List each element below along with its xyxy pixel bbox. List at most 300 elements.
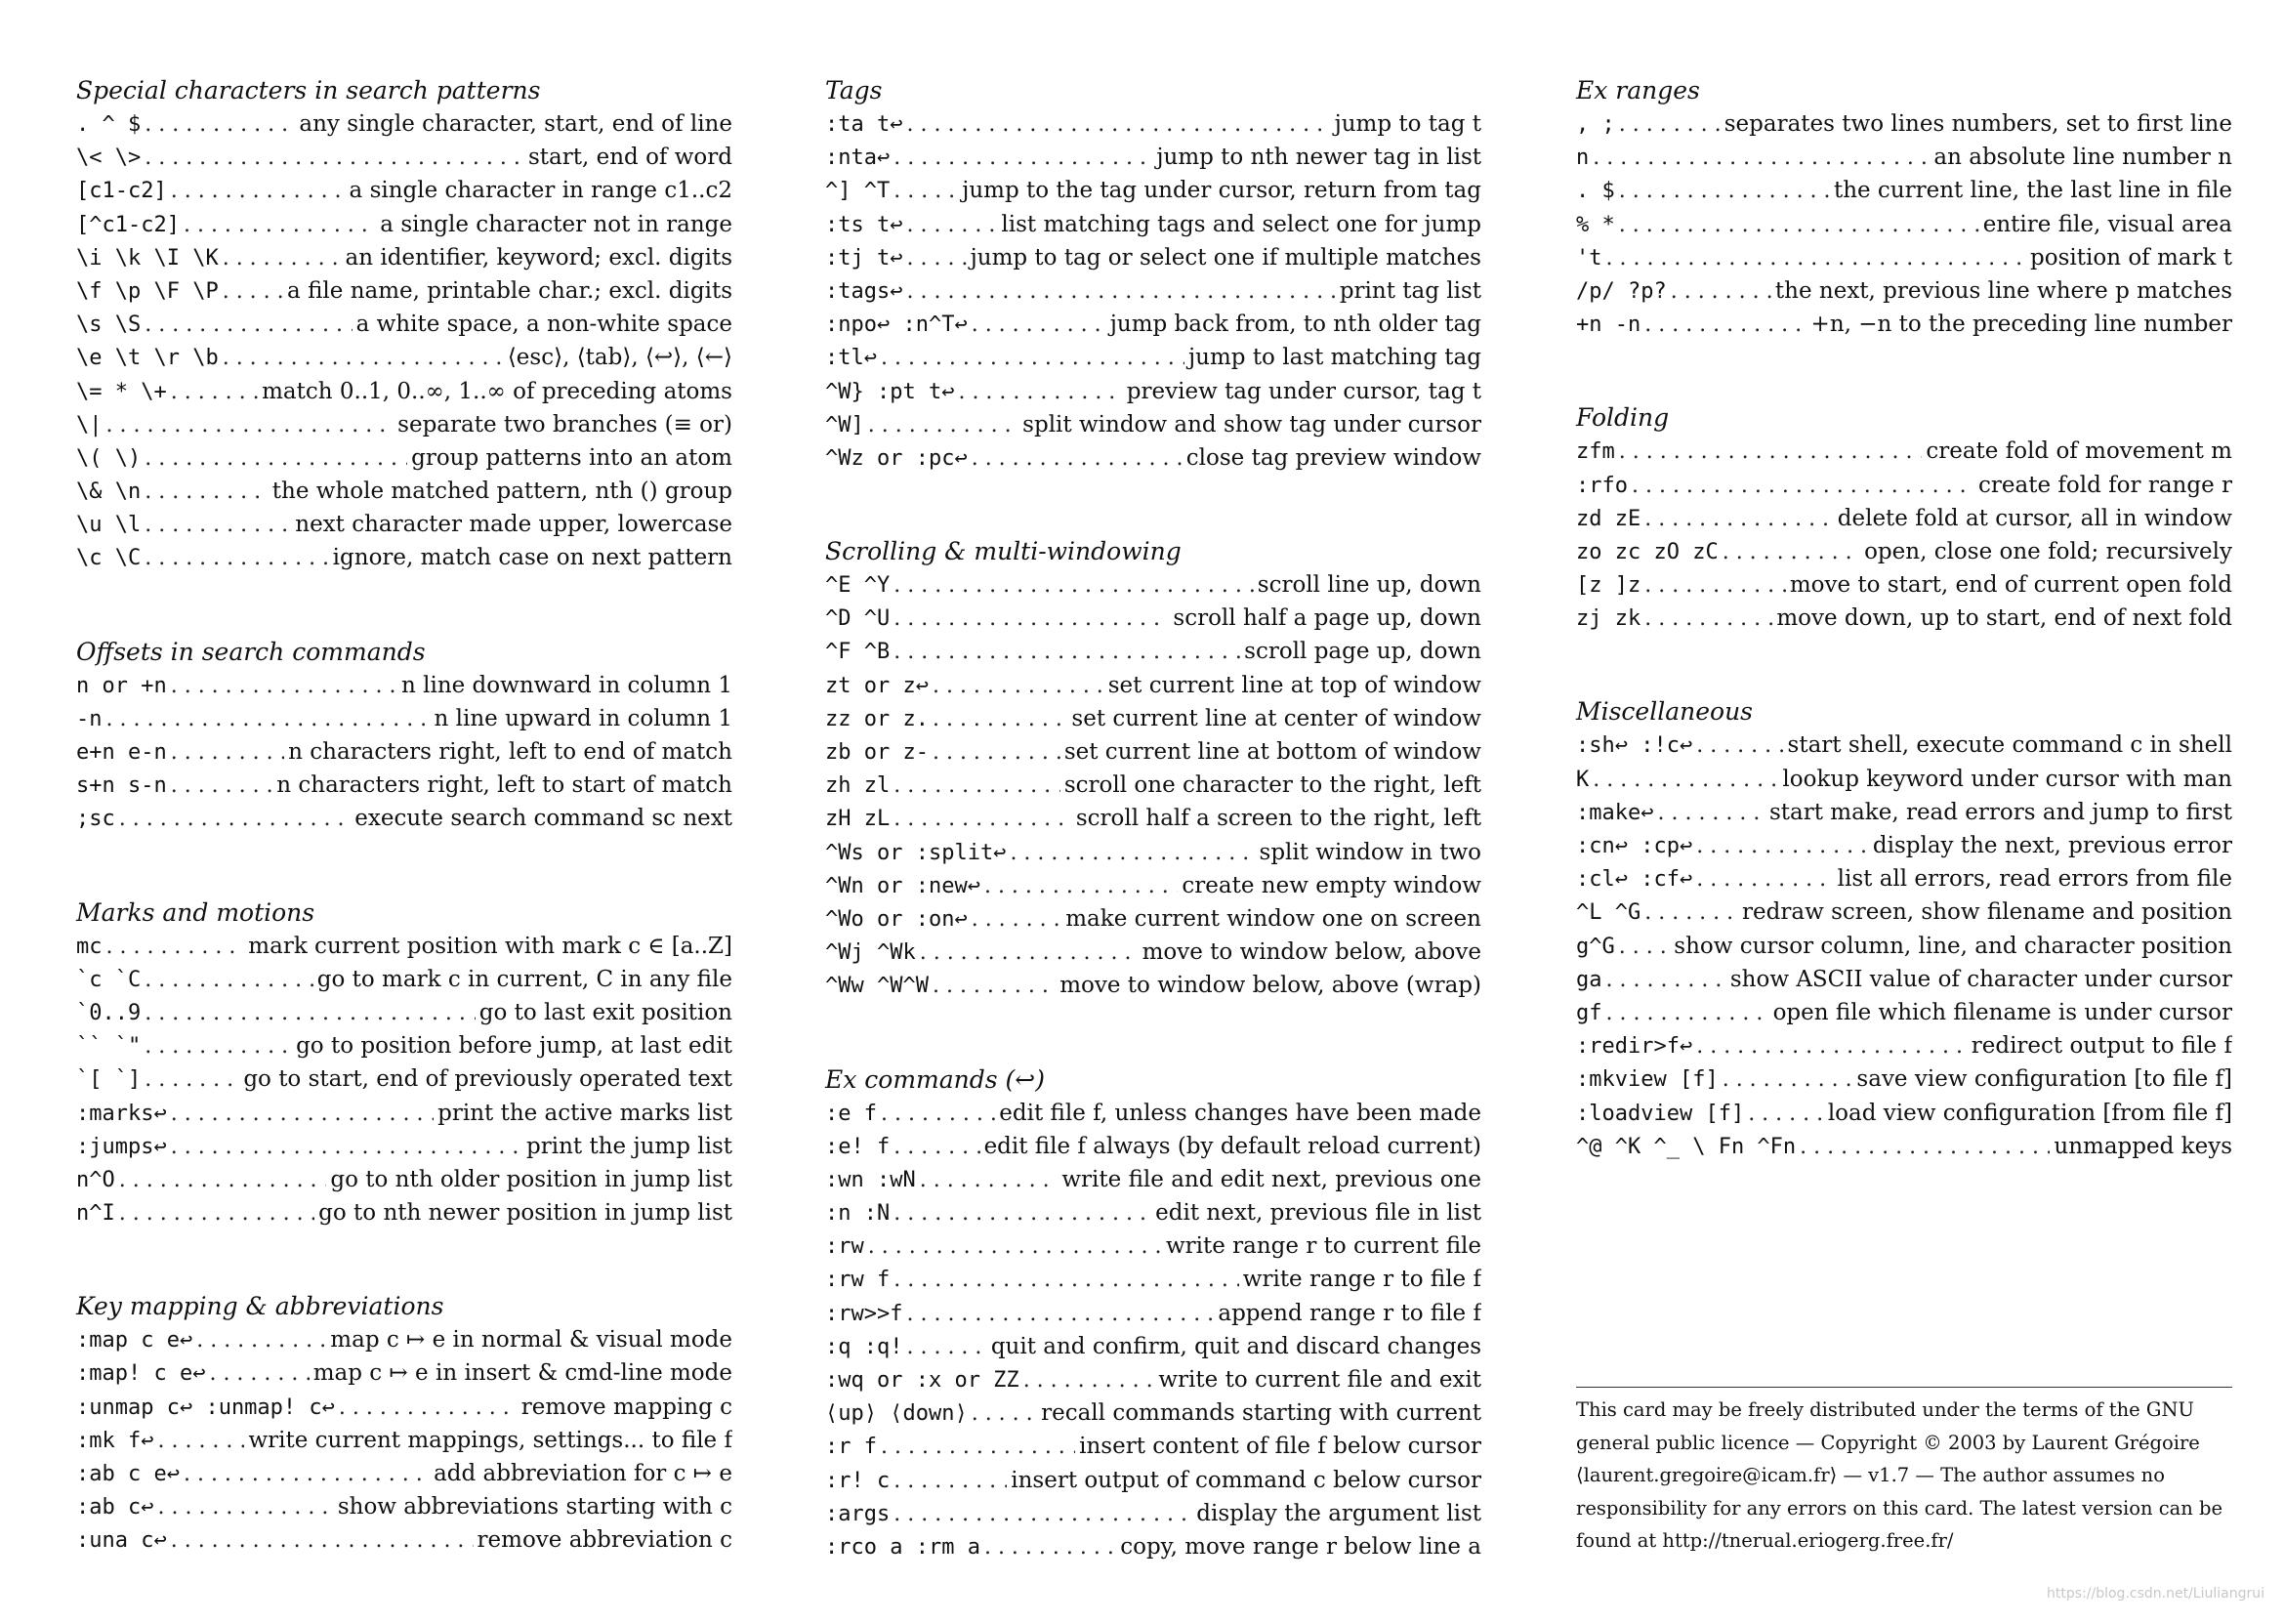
dot-leader <box>184 209 376 241</box>
command-entry <box>825 1163 1481 1196</box>
command-key: :mk f↩ <box>76 1428 154 1453</box>
section-title: Key mapping & abbreviations <box>76 1292 444 1321</box>
dot-leader <box>1671 275 1771 308</box>
dot-leader <box>1619 209 1979 241</box>
command-description: ⟨esc⟩, ⟨tab⟩, ⟨↩⟩, ⟨←⟩ <box>507 345 732 371</box>
command-description: separate two branches (≡ or) <box>397 411 732 437</box>
section <box>76 1290 732 1557</box>
command-entry <box>1576 1029 2232 1062</box>
command-key: :marks↩ <box>76 1101 167 1126</box>
command-description: go to mark c in current, C in any file <box>316 966 732 992</box>
command-key: n <box>1576 146 1590 171</box>
command-entry <box>76 308 732 341</box>
command-description: display the next, previous error <box>1872 833 2232 858</box>
command-entry <box>825 1497 1481 1530</box>
command-key: ^D ^U <box>825 606 891 632</box>
command-key: :rco a :rm a <box>825 1534 980 1560</box>
command-entry <box>825 1097 1481 1130</box>
command-key: :cl↩ :cf↩ <box>1576 867 1693 893</box>
command-entry <box>76 963 732 996</box>
dot-leader <box>920 1164 1059 1196</box>
command-key: :ta t↩ <box>825 112 903 137</box>
dot-leader <box>972 309 1106 341</box>
command-entry <box>825 1196 1481 1229</box>
command-key: \i \k \I \K <box>76 245 219 271</box>
command-description: display the argument list <box>1196 1500 1481 1526</box>
command-key: K <box>1576 767 1590 792</box>
command-description: redraw screen, show filename and position <box>1742 899 2232 926</box>
command-description: create new empty window <box>1182 872 1481 898</box>
command-description: the next, previous line where p matches <box>1774 277 2232 304</box>
command-entry <box>1576 435 2232 468</box>
command-description: edit file f always (by default reload current) <box>983 1133 1481 1159</box>
command-entry <box>76 1523 732 1557</box>
section-title: Ex commands (↩) <box>825 1064 1045 1094</box>
dot-leader <box>119 1164 327 1196</box>
command-description: a white space, a non-white space <box>355 312 732 338</box>
command-entry <box>1576 862 2232 895</box>
command-entry <box>76 174 732 207</box>
command-description: save view configuration [to file f] <box>1856 1066 2232 1093</box>
command-entry <box>1576 796 2232 829</box>
command-description: move to window below, above <box>1142 939 1481 966</box>
command-entry <box>825 702 1481 735</box>
section-title: Tags <box>825 76 883 104</box>
command-entry <box>825 107 1481 141</box>
command-key: ^Ww ^W^W <box>825 974 929 999</box>
dot-leader <box>171 770 273 802</box>
command-entry <box>76 341 732 374</box>
command-description: map c ↦ e in normal & visual mode <box>330 1327 732 1353</box>
license-footer <box>1576 1387 2232 1558</box>
command-description: make current window one on screen <box>1065 905 1481 932</box>
command-entry <box>1576 107 2232 141</box>
command-key: \u \l <box>76 513 142 538</box>
dot-leader <box>958 376 1122 408</box>
command-entry <box>76 1196 732 1229</box>
command-key: :mkview [f] <box>1576 1067 1719 1093</box>
dot-leader <box>1657 797 1765 829</box>
dot-leader <box>893 1264 1239 1296</box>
command-key: :map! c e↩ <box>76 1361 206 1387</box>
command-description: +n, −n to the preceding line number <box>1810 312 2232 338</box>
dot-leader <box>106 931 245 963</box>
command-key: zt or z↩ <box>825 673 929 698</box>
command-entry <box>76 274 732 308</box>
command-description: n characters right, left to start of match <box>276 772 732 799</box>
command-description: n line downward in column 1 <box>400 672 732 698</box>
command-key: g^G <box>1576 934 1615 959</box>
command-entry <box>825 1297 1481 1330</box>
dot-leader <box>1748 1098 1824 1130</box>
command-description: open, close one fold; recursively <box>1864 538 2232 564</box>
dot-leader <box>145 1030 292 1062</box>
command-description: an absolute line number n <box>1933 145 2232 171</box>
command-key: :sh↩ :!c↩ <box>1576 733 1693 759</box>
command-entry <box>825 1396 1481 1430</box>
dot-leader <box>1644 569 1786 602</box>
command-entry <box>1576 274 2232 308</box>
section <box>825 74 1481 475</box>
command-key: ^Ws or :split↩ <box>825 840 1007 865</box>
command-entry <box>1576 602 2232 635</box>
command-key: gf <box>1576 1000 1602 1025</box>
command-key: :tj t↩ <box>825 245 903 271</box>
command-key: \( \) <box>76 445 142 471</box>
column-2 <box>825 74 1481 1624</box>
dot-leader <box>171 1098 434 1130</box>
command-description: delete fold at cursor, all in window <box>1837 505 2232 531</box>
dot-leader <box>984 1531 1116 1563</box>
command-entry <box>825 902 1481 936</box>
command-key: :tags↩ <box>825 278 903 304</box>
command-description: show abbreviations starting with c <box>337 1494 732 1520</box>
dot-leader <box>1632 470 1974 502</box>
dot-leader <box>1606 997 1769 1029</box>
command-description: a single character in range c1..c2 <box>349 178 732 204</box>
command-key: :ab c↩ <box>76 1495 154 1520</box>
section-title: Miscellaneous <box>1576 697 1753 727</box>
command-key: [c1-c2] <box>76 179 167 204</box>
command-description: jump to tag t <box>1334 111 1481 137</box>
dot-leader <box>906 242 966 274</box>
dot-leader <box>984 870 1178 902</box>
command-entry <box>825 1263 1481 1296</box>
dot-leader <box>1696 830 1869 862</box>
section <box>1576 695 2232 1162</box>
dot-leader <box>906 108 1330 141</box>
command-description: split window in two <box>1259 839 1481 865</box>
dot-leader <box>184 1458 430 1490</box>
command-entry <box>1576 241 2232 274</box>
dot-leader <box>868 1230 1162 1263</box>
dot-leader <box>906 1331 986 1363</box>
dot-leader <box>893 569 1254 602</box>
command-key: zb or z- <box>825 740 929 765</box>
dot-leader <box>893 803 1072 835</box>
dot-leader <box>933 736 1060 769</box>
command-description: match 0..1, 0..∞, 1..∞ of preceding atoms <box>262 378 732 404</box>
dot-leader <box>145 1063 239 1096</box>
command-entry <box>825 602 1481 635</box>
command-key: :e f <box>825 1101 877 1126</box>
command-key: ^@ ^K ^_ \ Fn ^Fn <box>1576 1134 1797 1159</box>
dot-leader <box>145 442 407 475</box>
dot-leader <box>145 542 328 574</box>
command-entry <box>76 141 732 174</box>
command-entry <box>825 1130 1481 1163</box>
command-key: ^E ^Y <box>825 573 891 599</box>
command-entry <box>76 996 732 1029</box>
command-key: ^Wn or :new↩ <box>825 873 980 898</box>
command-description: group patterns into an atom <box>411 444 732 471</box>
command-key: :jumps↩ <box>76 1134 167 1159</box>
command-entry <box>76 1029 732 1062</box>
command-description: insert content of file f below cursor <box>1079 1434 1481 1460</box>
footer-text: This card may be freely distributed under the terms of the GNU general public licence — Copyright © 2003 by Laurent Grégoire ⟨laurent.gregoire@icam.fr⟩ — v1.7 — The author assumes no responsibility for any errors on this card. The latest version can be found at http://tnerual.eriogerg.free.fr/ <box>1576 1398 2223 1552</box>
command-entry <box>825 735 1481 769</box>
command-entry <box>1576 469 2232 502</box>
command-key: mc <box>76 934 103 959</box>
command-description: start make, read errors and jump to first <box>1768 799 2232 825</box>
command-key: :n :N <box>825 1201 891 1227</box>
command-description: the whole matched pattern, nth () group <box>271 479 732 505</box>
command-entry <box>1576 1130 2232 1163</box>
command-key: n^O <box>76 1167 115 1192</box>
command-key: :wq or :x or ZZ <box>825 1368 1019 1393</box>
command-entry <box>76 1130 732 1163</box>
section-title: Folding <box>1576 403 1670 433</box>
command-entry <box>1576 174 2232 207</box>
dot-leader <box>1606 242 2027 274</box>
dot-leader <box>868 409 1018 441</box>
dot-leader <box>106 409 395 441</box>
command-description: a file name, printable char.; excl. digits <box>287 277 732 304</box>
command-entry <box>825 936 1481 969</box>
dot-leader <box>145 964 313 996</box>
command-description: write to current file and exit <box>1158 1367 1481 1393</box>
command-entry <box>76 1097 732 1130</box>
dot-leader <box>893 142 1152 174</box>
command-description: go to last exit position <box>478 999 732 1025</box>
command-entry <box>76 930 732 963</box>
command-key: :ts t↩ <box>825 212 903 237</box>
command-entry <box>76 1391 732 1424</box>
dot-leader <box>1644 309 1806 341</box>
command-key: ^Wj ^Wk <box>825 940 916 966</box>
command-entry <box>1576 1062 2232 1096</box>
command-entry <box>825 141 1481 174</box>
dot-leader <box>893 1197 1151 1229</box>
command-entry <box>1576 763 2232 796</box>
command-key: :e! f <box>825 1134 891 1159</box>
dot-leader <box>106 703 431 735</box>
dot-leader <box>1593 142 1930 174</box>
dot-leader <box>1619 108 1721 141</box>
dot-leader <box>171 736 284 769</box>
command-entry <box>76 375 732 408</box>
dot-leader <box>933 970 1056 1002</box>
command-key: [^c1-c2] <box>76 212 180 237</box>
command-description: set current line at top of window <box>1107 672 1481 698</box>
dot-leader <box>145 309 352 341</box>
command-key: \f \p \F \P <box>76 278 219 304</box>
command-description: execute search command sc next <box>354 806 732 832</box>
dot-leader <box>1010 837 1255 869</box>
command-description: a single character not in range <box>380 211 732 237</box>
command-entry <box>1576 568 2232 602</box>
command-entry <box>825 836 1481 869</box>
command-description: insert output of command c below cursor <box>1011 1467 1481 1493</box>
command-key: :rw <box>825 1234 864 1260</box>
dot-leader <box>906 209 997 241</box>
dot-leader <box>893 1465 1007 1497</box>
dot-leader <box>906 275 1335 308</box>
command-key: `0..9 <box>76 1000 142 1025</box>
command-description: load view configuration [from file f] <box>1827 1100 2232 1126</box>
command-description: split window and show tag under cursor <box>1022 411 1481 437</box>
dot-leader <box>893 636 1240 668</box>
dot-leader <box>1723 1063 1853 1096</box>
command-key: \& \n <box>76 479 142 505</box>
command-key: s+n s-n <box>76 773 167 799</box>
section-title: Ex ranges <box>1576 76 1700 104</box>
command-entry <box>825 408 1481 441</box>
command-entry <box>825 1530 1481 1563</box>
dot-leader <box>1023 1364 1155 1396</box>
dot-leader <box>1606 964 1726 996</box>
dot-leader <box>145 108 295 141</box>
command-entry <box>825 308 1481 341</box>
dot-leader <box>145 142 524 174</box>
command-entry <box>76 669 732 702</box>
command-description: lookup keyword under cursor with man <box>1782 766 2232 792</box>
command-description: jump to nth newer tag in list <box>1156 145 1481 171</box>
command-entry <box>1576 141 2232 174</box>
command-key: zo zc zO zC <box>1576 539 1719 564</box>
dot-leader <box>157 1425 244 1457</box>
command-key: \e \t \r \b <box>76 346 219 371</box>
dot-leader <box>1593 764 1778 796</box>
command-description: recall commands starting with current <box>1041 1400 1481 1427</box>
command-entry <box>1576 996 2232 1029</box>
command-key: :rfo <box>1576 473 1628 498</box>
command-description: print the active marks list <box>437 1100 732 1126</box>
command-entry <box>825 635 1481 668</box>
command-entry <box>825 441 1481 475</box>
command-key: :cn↩ :cp↩ <box>1576 834 1693 858</box>
dot-leader <box>209 1357 309 1390</box>
command-description: redirect output to file f <box>1971 1033 2232 1060</box>
command-entry <box>1576 895 2232 929</box>
command-key: \| <box>76 412 103 437</box>
command-description: show ASCII value of character under cursor <box>1729 966 2232 992</box>
dot-leader <box>881 1431 1075 1463</box>
command-key: -n <box>76 706 103 731</box>
command-key: ^] ^T <box>825 179 891 204</box>
dot-leader <box>1619 931 1671 963</box>
dot-leader <box>1696 1030 1968 1062</box>
dot-leader <box>145 509 291 541</box>
command-description: jump back from, to nth older tag <box>1109 312 1481 338</box>
command-key: ^L ^G <box>1576 900 1641 926</box>
command-entry <box>76 208 732 241</box>
command-key: :redir>f↩ <box>1576 1034 1693 1060</box>
command-key: :rw>>f <box>825 1301 903 1326</box>
command-description: n line upward in column 1 <box>434 705 732 731</box>
command-description: map c ↦ e in insert & cmd-line mode <box>312 1360 732 1387</box>
command-key: \< \> <box>76 146 142 171</box>
command-key: /p/ ?p? <box>1576 278 1667 304</box>
command-key: :map c e↩ <box>76 1328 193 1353</box>
command-description: copy, move range r below line a <box>1120 1533 1481 1560</box>
command-description: jump to the tag under cursor, return from tag <box>962 178 1481 204</box>
command-description: write current mappings, settings... to file f <box>248 1427 732 1453</box>
command-entry <box>825 274 1481 308</box>
command-key: ^Wz or :pc↩ <box>825 445 968 471</box>
dot-leader <box>171 1131 522 1163</box>
command-description: write range r to file f <box>1242 1267 1481 1293</box>
command-description: list matching tags and select one for jump <box>1001 211 1481 237</box>
dot-leader <box>171 175 346 207</box>
command-entry <box>825 208 1481 241</box>
command-description: go to nth older position in jump list <box>330 1166 732 1192</box>
command-description: separates two lines numbers, set to first line <box>1723 111 2232 137</box>
dot-leader <box>223 342 504 374</box>
command-entry <box>825 341 1481 374</box>
command-description: scroll half a screen to the right, left <box>1075 806 1481 832</box>
command-key: , ; <box>1576 112 1615 137</box>
command-entry <box>825 1363 1481 1396</box>
dot-leader <box>906 1298 1214 1330</box>
command-key: ^W} :pt t↩ <box>825 379 955 404</box>
command-key: zfm <box>1576 439 1615 465</box>
command-key: :q :q! <box>825 1334 903 1359</box>
command-key: ;sc <box>76 807 115 832</box>
command-description: move down, up to start, end of next fold <box>1776 605 2232 632</box>
command-entry <box>825 568 1481 602</box>
command-entry <box>76 541 732 574</box>
command-key: \s \S <box>76 312 142 338</box>
command-description: ignore, match case on next pattern <box>332 545 732 571</box>
command-description: next character made upper, lowercase <box>295 512 732 538</box>
section-title: Marks and motions <box>76 897 315 927</box>
command-entry <box>76 1062 732 1096</box>
command-description: remove mapping c <box>520 1394 732 1420</box>
command-key: ga <box>1576 967 1602 992</box>
command-entry <box>825 241 1481 274</box>
command-key: :r! c <box>825 1468 891 1493</box>
watermark: https://blog.csdn.net/Liuliangrui <box>2047 1586 2264 1602</box>
command-entry <box>76 241 732 274</box>
command-description: entire file, visual area <box>1982 211 2232 237</box>
command-description: the current line, the last line in file <box>1833 178 2232 204</box>
command-key: zd zE <box>1576 506 1641 531</box>
section-title: Special characters in search patterns <box>76 76 541 104</box>
command-description: go to nth newer position in jump list <box>318 1200 732 1227</box>
command-description: scroll line up, down <box>1257 572 1481 599</box>
command-description: set current line at bottom of window <box>1063 739 1481 765</box>
command-description: edit file f, unless changes have been made <box>999 1100 1481 1126</box>
dot-leader <box>920 937 1139 969</box>
dot-leader <box>171 376 258 408</box>
dot-leader <box>972 442 1183 475</box>
command-key: ^Wo or :on↩ <box>825 906 968 932</box>
command-description: start, end of word <box>528 145 732 171</box>
section <box>1576 74 2232 341</box>
dot-leader <box>1619 436 1923 468</box>
command-key: n^I <box>76 1201 115 1227</box>
command-entry <box>1576 829 2232 862</box>
command-entry <box>76 1356 732 1390</box>
dot-leader <box>1619 175 1830 207</box>
command-entry <box>76 441 732 475</box>
command-description: write range r to current file <box>1165 1233 1481 1260</box>
dot-leader <box>223 242 342 274</box>
dot-leader <box>171 1524 474 1557</box>
command-entry <box>1576 308 2232 341</box>
command-description: append range r to file f <box>1218 1300 1481 1326</box>
command-key: n or +n <box>76 673 167 698</box>
command-key: `` `" <box>76 1034 142 1060</box>
command-description: jump to last matching tag <box>1188 345 1481 371</box>
command-key: :r f <box>825 1435 877 1460</box>
command-entry <box>825 669 1481 702</box>
dot-leader <box>1723 536 1860 568</box>
dot-leader <box>933 703 1067 735</box>
command-key: % * <box>1576 212 1615 237</box>
command-key: ^W] <box>825 412 864 437</box>
